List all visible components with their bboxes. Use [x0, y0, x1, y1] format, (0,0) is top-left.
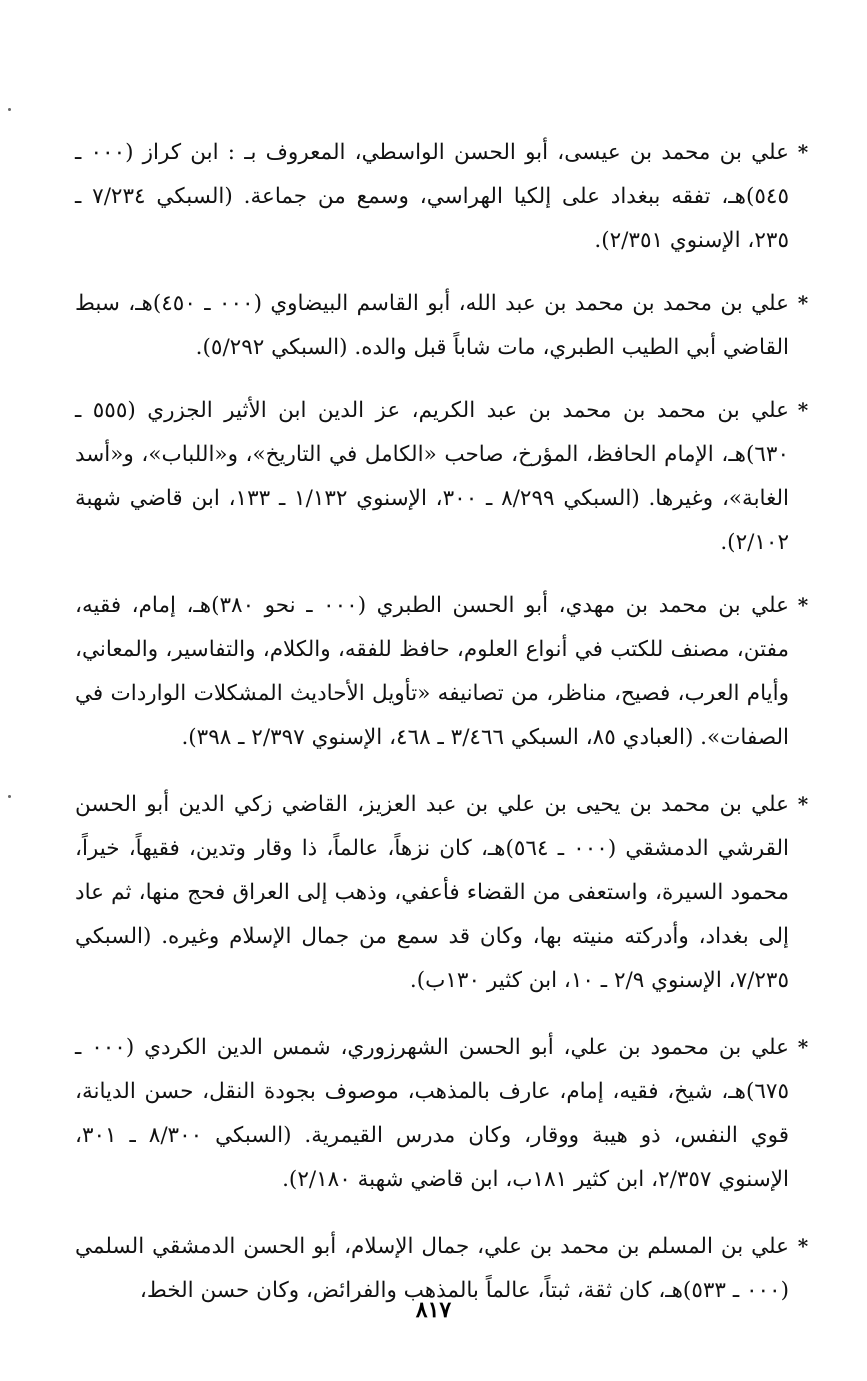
- entry-text: علي بن محمد بن محمد بن عبد الله، أبو القاسم البيضاوي (٠٠٠ ـ ٤٥٠)هـ، سبط القاضي أبي الطيب الطبري، مات شاباً قبل والده. (السبكي ٥/٢٩٢).: [75, 291, 790, 360]
- entry-text: علي بن محمد بن عيسى، أبو الحسن الواسطي، المعروف بـ : ابن كراز (٠٠٠ ـ ٥٤٥)هـ، تفقه ببغداد على إلكيا الهراسي، وسمع من جماعة. (السبكي ٧/٢٣٤ ـ ٢٣٥، الإسنوي ٢/٣٥١).: [75, 140, 789, 253]
- entry-asterisk: *: [797, 1234, 809, 1258]
- biography-entry: [75, 388, 817, 565]
- biography-entry: [75, 583, 817, 760]
- entry-asterisk: *: [797, 792, 809, 816]
- entry-text: علي بن محمد بن محمد بن عبد الكريم، عز الدين ابن الأثير الجزري (٥٥٥ ـ ٦٣٠)هـ، الإمام الحافظ، المؤرخ، صاحب «الكامل في التاريخ»، و«اللباب»، و«أسد الغابة»، وغيرها. (السبكي ٨/٢٩٩ ـ ٣٠٠، الإسنوي ١/١٣٢ ـ ١٣٣، ابن قاضي شهبة ٢/١٠٢).: [75, 398, 789, 555]
- entry-asterisk: *: [797, 1035, 809, 1059]
- entry-text: علي بن محمد بن مهدي، أبو الحسن الطبري (٠٠٠ ـ نحو ٣٨٠)هـ، إمام، فقيه، مفتن، مصنف للكتب في أنواع العلوم، حافظ للفقه، والكلام، والتفاسير، والمعاني، وأيام العرب، فصيح، مناظر، من تصانيفه «تأويل الأحاديث المشكلات الواردات في الصفات». (العبادي ٨٥، السبكي ٣/٤٦٦ ـ ٤٦٨، الإسنوي ٢/٣٩٧ ـ ٣٩٨).: [75, 593, 789, 750]
- scan-speck: [8, 795, 11, 798]
- entry-text: علي بن المسلم بن محمد بن علي، جمال الإسلام، أبو الحسن الدمشقي السلمي (٠٠٠ ـ ٥٣٣)هـ، كان ثقة، ثبتاً، عالماً بالمذهب والفرائض، وكان حسن الخط،: [75, 1234, 789, 1303]
- page-number: ٨١٧: [415, 1297, 452, 1323]
- entry-asterisk: *: [797, 398, 809, 422]
- scan-speck: [8, 108, 11, 111]
- entry-asterisk: *: [797, 593, 809, 617]
- biography-entry: [75, 281, 817, 370]
- entry-asterisk: *: [797, 291, 809, 315]
- biography-list: [75, 130, 817, 1313]
- entry-text: علي بن محمد بن يحيى بن علي بن عبد العزيز، القاضي زكي الدين أبو الحسن القرشي الدمشقي (٠٠٠ ـ ٥٦٤)هـ، كان نزهاً، عالماً، ذا وقار وتدين، فقيهاً، خيراً، محمود السيرة، واستعفى من القضاء فأعفي، وذهب إلى العراق فحج منها، ثم عاد إلى بغداد، وأدركته منيته بها، وكان قد سمع من جمال الإسلام وغيره. (السبكي ٧/٢٣٥، الإسنوي ٢/٩ ـ ١٠، ابن كثير ١٣٠ب).: [75, 792, 789, 993]
- entry-asterisk: *: [797, 140, 809, 164]
- entry-text: علي بن محمود بن علي، أبو الحسن الشهرزوري، شمس الدين الكردي (٠٠٠ ـ ٦٧٥)هـ، شيخ، فقيه، إمام، عارف بالمذهب، موصوف بجودة النقل، حسن الديانة، قوي النفس، ذو هيبة ووقار، وكان مدرس القيمرية. (السبكي ٨/٣٠٠ ـ ٣٠١، الإسنوي ٢/٣٥٧، ابن كثير ١٨١ب، ابن قاضي شهبة ٢/١٨٠).: [75, 1035, 790, 1192]
- biography-entry: [75, 130, 817, 263]
- biography-entry: [75, 782, 817, 1003]
- biography-entry: [75, 1025, 817, 1202]
